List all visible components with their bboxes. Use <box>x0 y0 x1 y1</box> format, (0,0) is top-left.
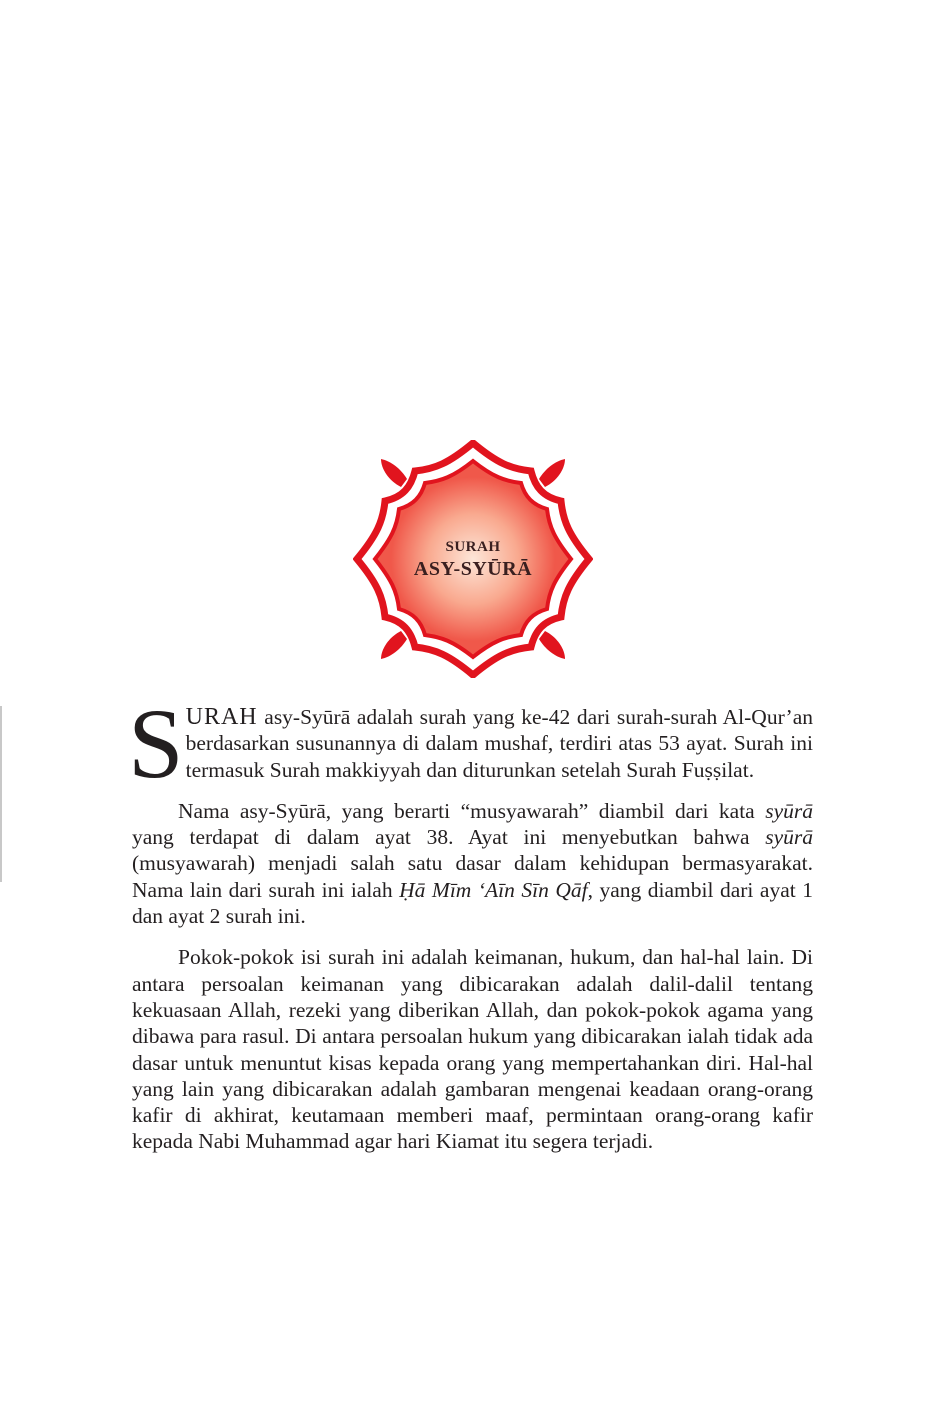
surah-emblem <box>353 440 593 678</box>
text-run: yang terdapat di dalam ayat 38. Ayat ini menyebutkan bahwa <box>132 825 766 850</box>
drop-cap: S <box>128 688 184 799</box>
lead-word: URAH <box>185 704 258 730</box>
paragraph-2 <box>132 798 813 929</box>
paragraph-1 <box>128 688 813 799</box>
italic-term: Ḥā Mīm ‘Aīn Sīn Qāf <box>399 877 588 902</box>
paragraph-text: asy-Syūrā adalah surah yang ke-42 dari surah-surah Al-Qur’an berdasarkan susunannya di dalam mushaf, terdiri atas 53 ayat. Surah ini termasuk Surah makkiyyah dan diturunkan setelah Surah Fuṣṣilat. <box>185 705 813 782</box>
paragraph-3: Pokok-pokok isi surah ini adalah keimanan, hukum, dan hal-hal lain. Di antara persoalan keimanan yang dibicarakan adalah dalil-dalil tentang kekuasaan Allah, rezeki yang diberikan Allah, dan pokok-pokok agama yang dibawa para rasul. Di antara persoalan hukum yang dibicarakan ialah tidak ada dasar untuk menuntut kisas kepada orang yang mempertahankan diri. Hal-hal yang lain yang dibicarakan adalah gambaran mengenai keadaan orang-orang kafir di akhirat, keutamaan memberi maaf, permintaan orang-orang kafir kepada Nabi Muhammad agar hari Kiamat itu segera terjadi. <box>132 945 813 1154</box>
emblem-label: SURAH <box>445 539 501 555</box>
emblem-title <box>353 538 593 582</box>
text-run: Nama asy-Syūrā, yang berarti “musyawarah” diambil dari kata <box>178 798 766 823</box>
emblem-surah-name: ASY-SYŪRĀ <box>413 558 533 580</box>
text-run: (musyawarah) menjadi salah satu dasar dalam kehidupan bermasyarakat. Nama lain dari surah ini ialah <box>132 851 813 902</box>
italic-term: syūrā <box>765 825 813 850</box>
margin-rule <box>0 706 2 882</box>
surah-introduction <box>128 688 813 1170</box>
italic-term: syūrā <box>765 798 813 823</box>
text-run: , yang diambil dari ayat 1 dan ayat 2 surah ini. <box>132 877 813 929</box>
